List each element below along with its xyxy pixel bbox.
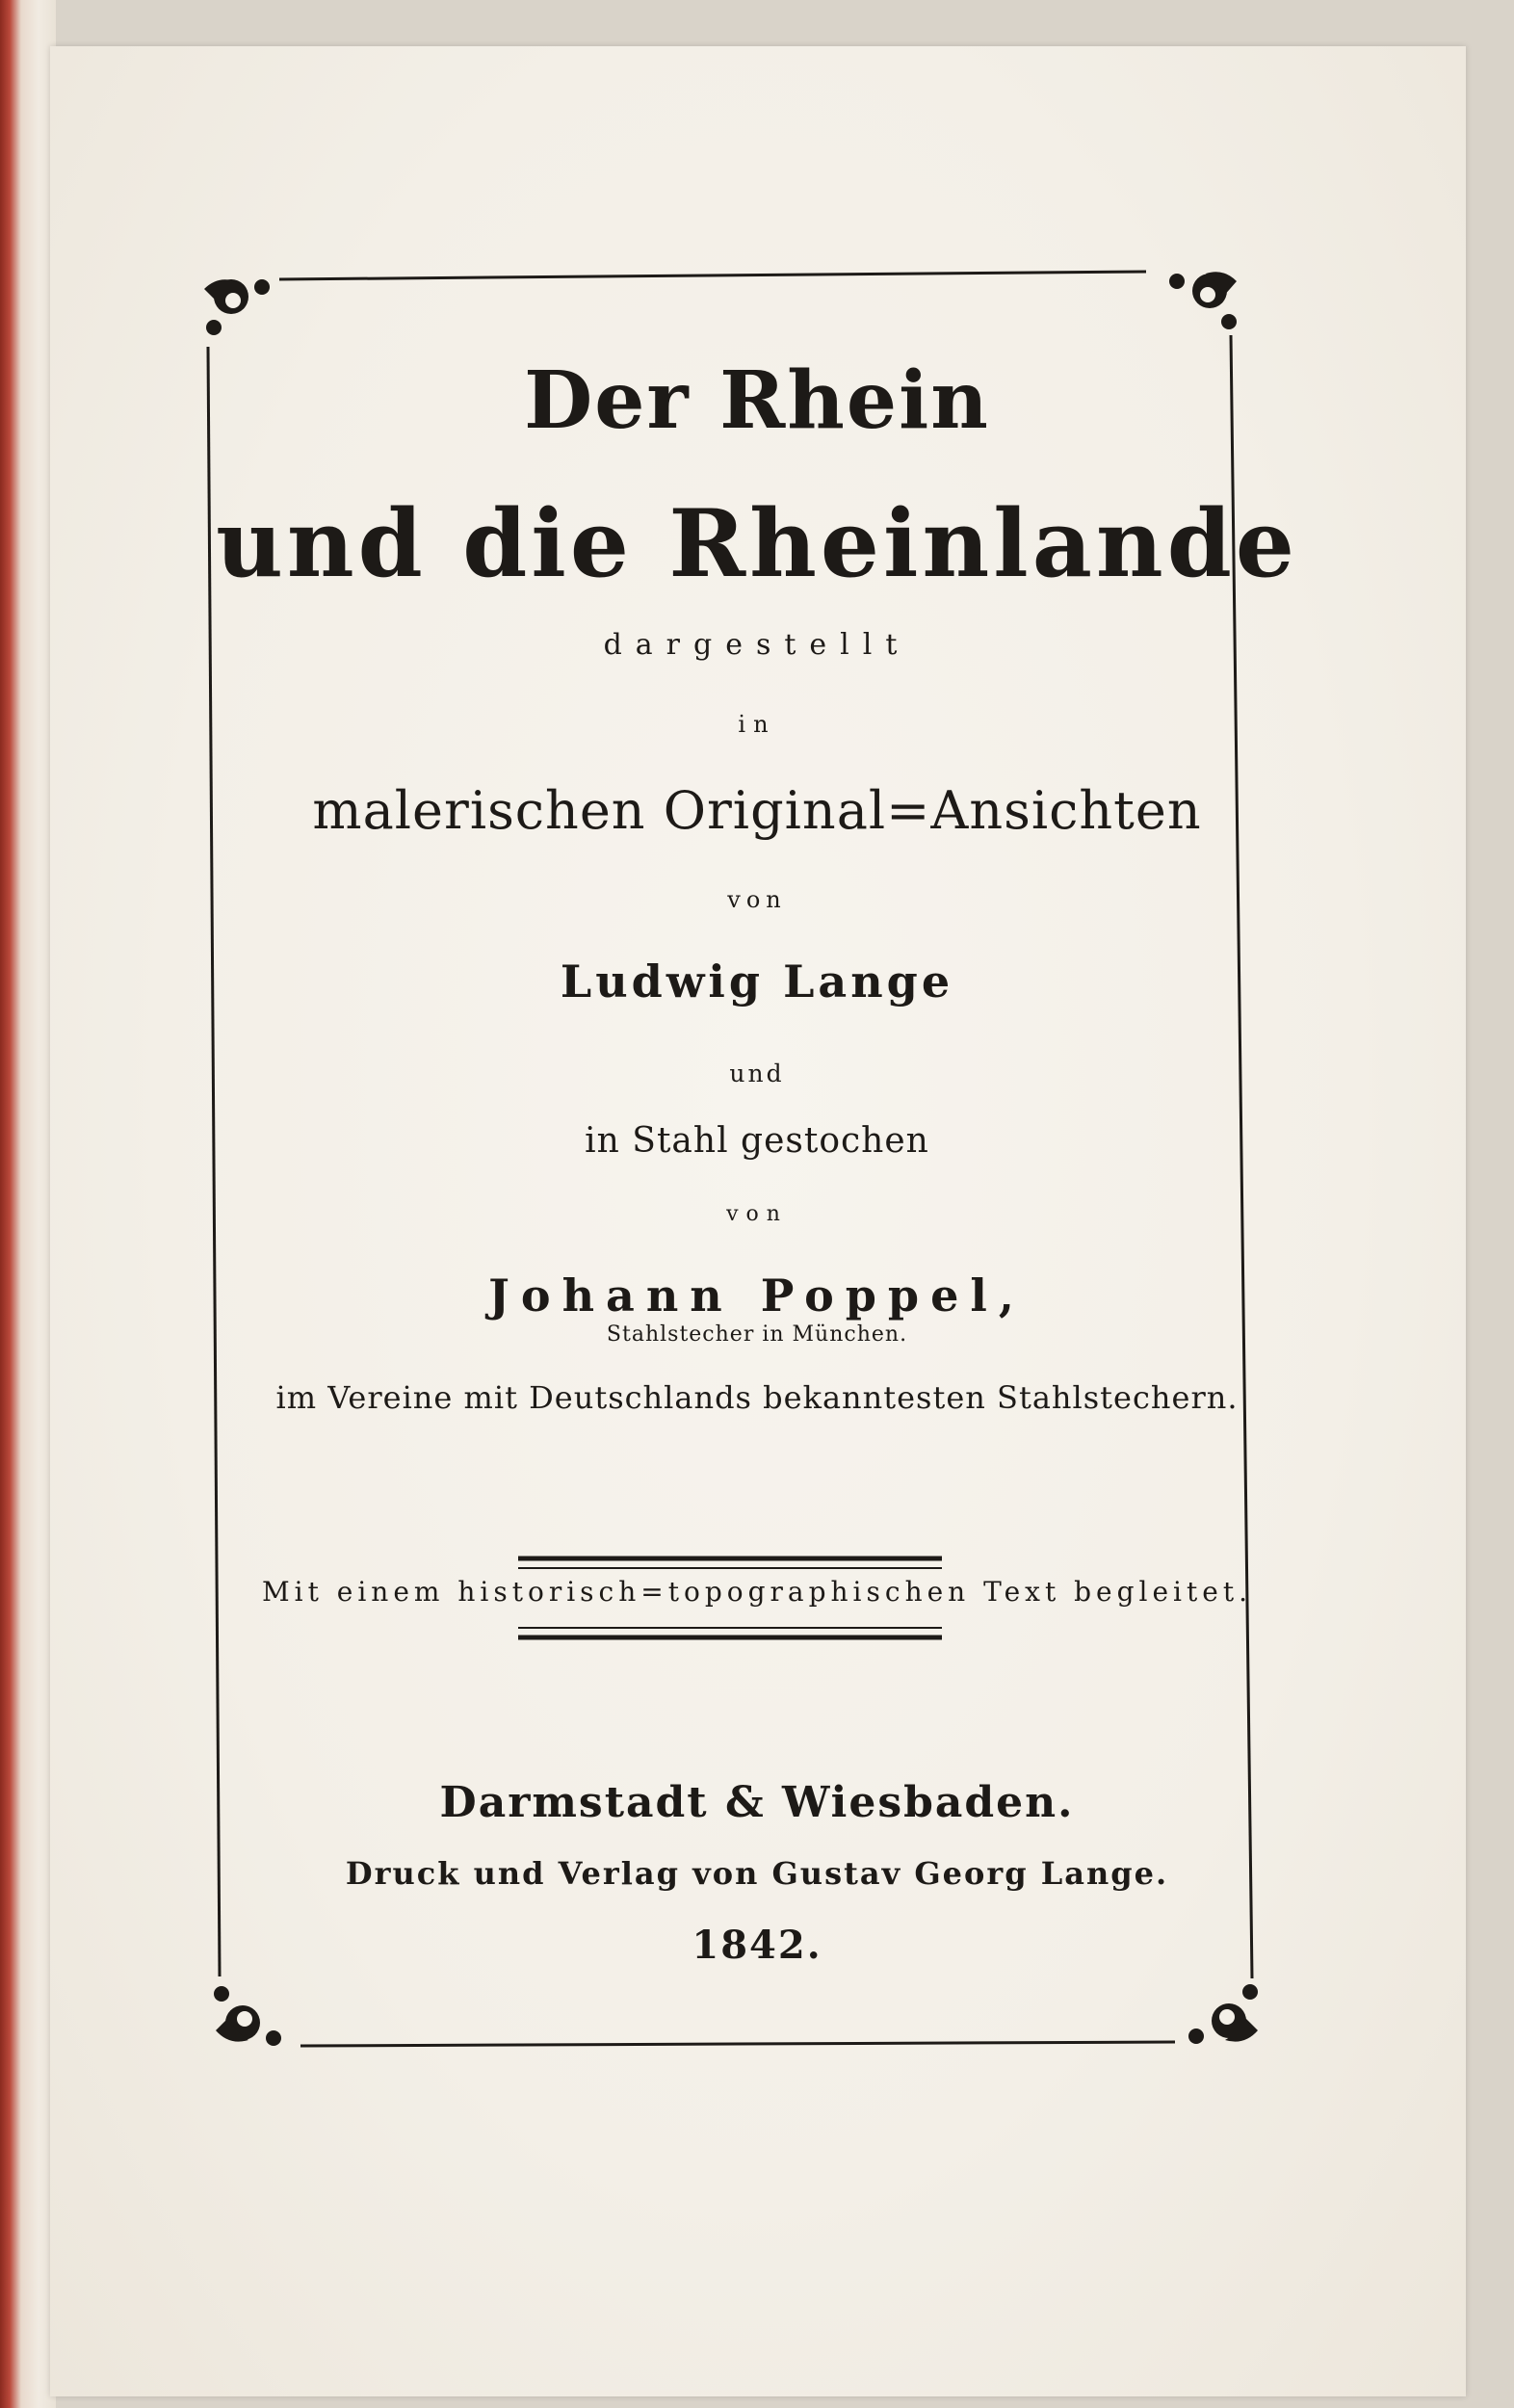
title-line-2: und die Rheinlande bbox=[216, 489, 1298, 598]
engraved-text: in Stahl gestochen bbox=[585, 1121, 929, 1161]
dargestellt-text: dargestellt bbox=[603, 628, 911, 662]
und-text: und bbox=[729, 1060, 785, 1087]
publisher-line: Druck und Verlag von Gustav Georg Lange. bbox=[345, 1855, 1169, 1892]
painter-name: Ludwig Lange bbox=[560, 955, 954, 1008]
von-text-2: von bbox=[726, 1202, 788, 1226]
publication-year: 1842. bbox=[692, 1923, 822, 1968]
collaboration-text: im Vereine mit Deutschlands bekanntesten Stahlstechern. bbox=[275, 1379, 1239, 1416]
place-of-publication: Darmstadt & Wiesbaden. bbox=[439, 1778, 1075, 1827]
title-line-1: Der Rhein bbox=[524, 354, 990, 447]
von-text-1: von bbox=[727, 886, 787, 913]
in-text: in bbox=[738, 711, 776, 738]
engraver-title: Stahlstecher in München. bbox=[606, 1322, 908, 1347]
text-note: Mit einem historisch=topographischen Text begleitet. bbox=[262, 1576, 1252, 1608]
subtitle: malerischen Original=Ansichten bbox=[312, 780, 1202, 841]
engraver-name: Johann Poppel, bbox=[488, 1269, 1026, 1322]
